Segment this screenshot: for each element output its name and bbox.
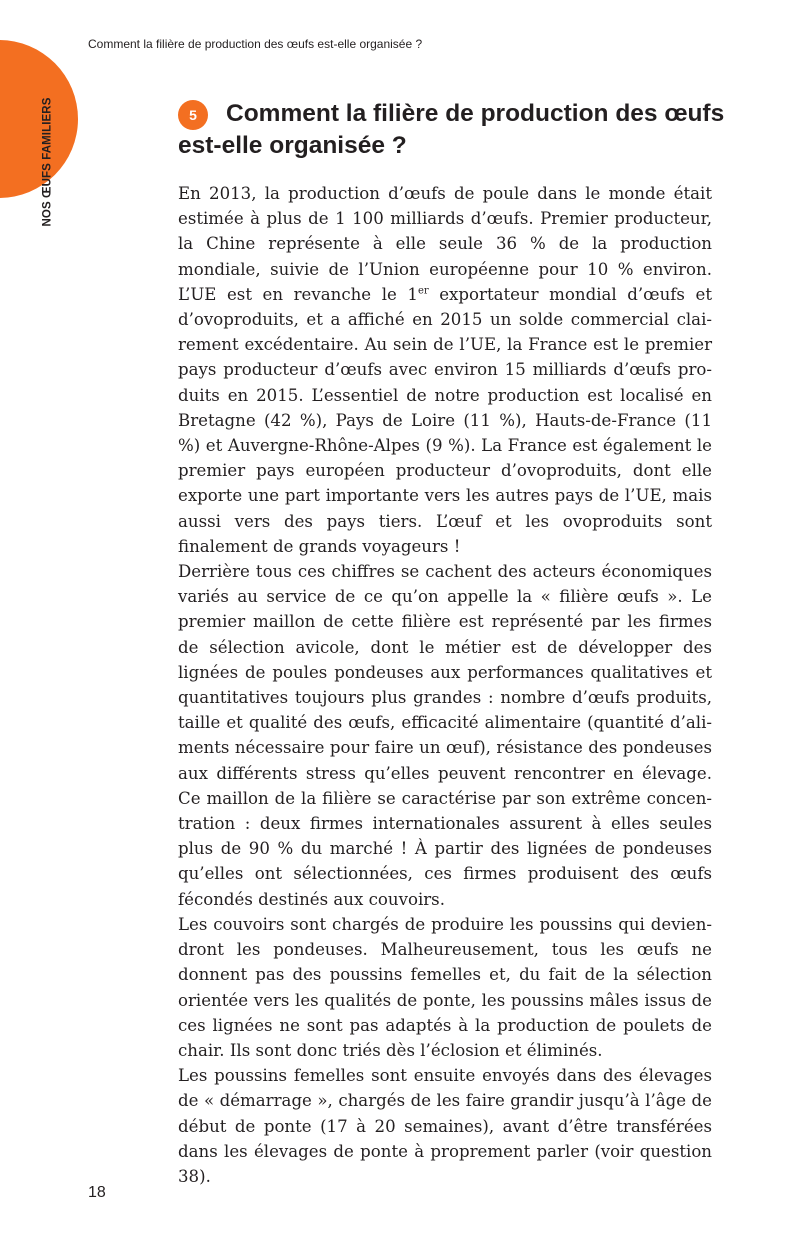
paragraph-1	[178, 181, 712, 559]
paragraph-3: Les couvoirs sont chargés de produire les poussins qui deviendront les pondeuses. Malheureusement, tous les œufs ne donnent pas des poussins femelles et, du fait de la sélection orientée vers les qualités de ponte, les poussins mâles issus de ces lignées ne sont pas adaptés à la production de poulets de chair. Ils sont donc triés dès l’éclosion et éliminés.	[178, 914, 712, 1060]
question-number-badge: 5	[178, 100, 208, 130]
question-heading	[178, 98, 738, 162]
superscript-er: er	[417, 285, 429, 297]
paragraph-1-part-1: En 2013, la production d’œufs de poule dans le monde était estimée à plus de 1 100 milliards d’œufs. Premier producteur, la Chine représente à elle seule 36 % de la production mondiale, suivie de l’Union européenne pour 10 % environ. L’UE est en revanche le 1	[178, 184, 712, 304]
page-number: 18	[88, 1184, 106, 1201]
chapter-side-label-text: NOS ŒUFS FAMILIERS	[41, 97, 54, 227]
chapter-side-label	[38, 92, 56, 232]
paragraph-4: Les poussins femelles sont ensuite envoyés dans des élevages de « démarrage », chargés de les faire grandir jusqu’à l’âge de début de ponte (17 à 20 semaines), avant d’être transférées dans les élevages de ponte à proprement parler (voir question 38).	[178, 1066, 712, 1186]
paragraph-1-part-2: exportateur mondial d’œufs et d’ovoproduits, et a affiché en 2015 un solde commercial clairement excédentaire. Au sein de l’UE, la France est le premier pays producteur d’œufs avec environ 15 milliards d’œufs produits en 2015. L’essentiel de notre production est localisé en Bretagne (42 %), Pays de Loire (11 %), Hauts-de-France (11 %) et Auvergne-Rhône-Alpes (9 %). La France est également le premier pays européen producteur d’ovoproduits, dont elle exporte une part importante vers les autres pays de l’UE, mais aussi vers des pays tiers. L’œuf et les ovoproduits sont finalement de grands voyageurs !	[178, 284, 712, 556]
paragraph-2: Derrière tous ces chiffres se cachent des acteurs économiques variés au service de ce qu’on appelle la « filière œufs ». Le premier maillon de cette filière est représenté par les firmes de sélection avicole, dont le métier est de développer des lignées de poules pondeuses aux performances qualitatives et quantitatives toujours plus grandes : nombre d’œufs produits, taille et qualité des œufs, efficacité alimentaire (quantité d’aliments nécessaire pour faire un œuf), résistance des pondeuses aux différents stress qu’elles peuvent rencontrer en élevage. Ce maillon de la filière se caractérise par son extrême concentration : deux firmes internationales assurent à elles seules plus de 90 % du marché ! À partir des lignées de pondeuses qu’elles ont sélectionnées, ces firmes produisent des œufs fécondés destinés aux couvoirs.	[178, 562, 712, 909]
question-title: Comment la filière de production des œufs est-elle organisée ?	[178, 100, 725, 159]
running-head: Comment la filière de production des œufs est-elle organisée ?	[88, 37, 423, 51]
body-text	[178, 181, 712, 1189]
